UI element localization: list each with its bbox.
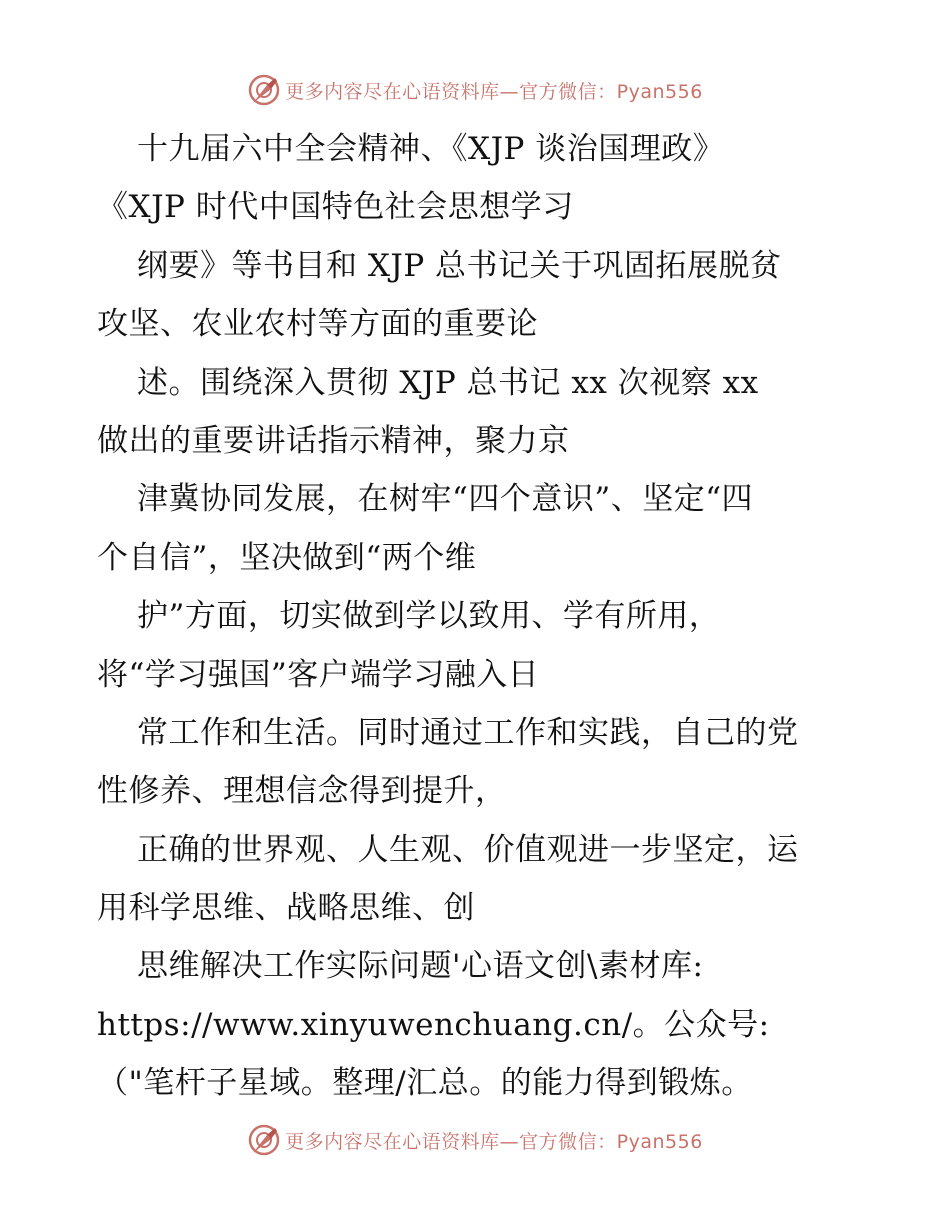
body-line: 用科学思维、战略思维、创 [97,890,475,927]
body-line: 思维解决工作实际问题'心语文创\素材库: [137,948,704,985]
body-line: 述。围绕深入贯彻 XJP 总书记 xx 次视察 xx [137,364,759,401]
document-body [97,120,897,1113]
body-line: 正确的世界观、人生观、价值观进一步坚定，运 [137,831,799,868]
header-watermark-banner [0,70,950,110]
body-line: 攻坚、农业农村等方面的重要论 [97,306,538,343]
body-line: （"笔杆子星域。整理/汇总。的能力得到锻炼。 [97,1065,753,1102]
quill-logo-icon [247,1123,281,1157]
body-line: 纲要》等书目和 XJP 总书记关于巩固拓展脱贫 [137,247,782,284]
body-line: 津冀协同发展，在树牢“四个意识”、坚定“四 [137,481,754,518]
body-line: 做出的重要讲话指示精神，聚力京 [97,422,570,459]
body-line: 常工作和生活。同时通过工作和实践，自己的党 [137,714,799,751]
body-line: 将“学习强国”客户端学习融入日 [97,656,540,693]
body-line: https://www.xinyuwenchuang.cn/。公众号: [97,1006,770,1043]
body-line: 个自信”，坚决做到“两个维 [97,539,477,576]
header-watermark-text: 更多内容尽在心语资料库—官方微信：Pyan556 [285,80,703,103]
body-line: 性修养、理想信念得到提升， [97,773,507,810]
footer-watermark-text: 更多内容尽在心语资料库—官方微信：Pyan556 [285,1130,703,1153]
footer-watermark-banner [0,1120,950,1160]
body-line: 《XJP 时代中国特色社会思想学习 [97,189,574,226]
body-line: 护”方面，切实做到学以致用、学有所用， [137,598,721,635]
body-line: 十九届六中全会精神、《XJP 谈治国理政》 [137,131,725,167]
quill-logo-icon [247,73,281,107]
